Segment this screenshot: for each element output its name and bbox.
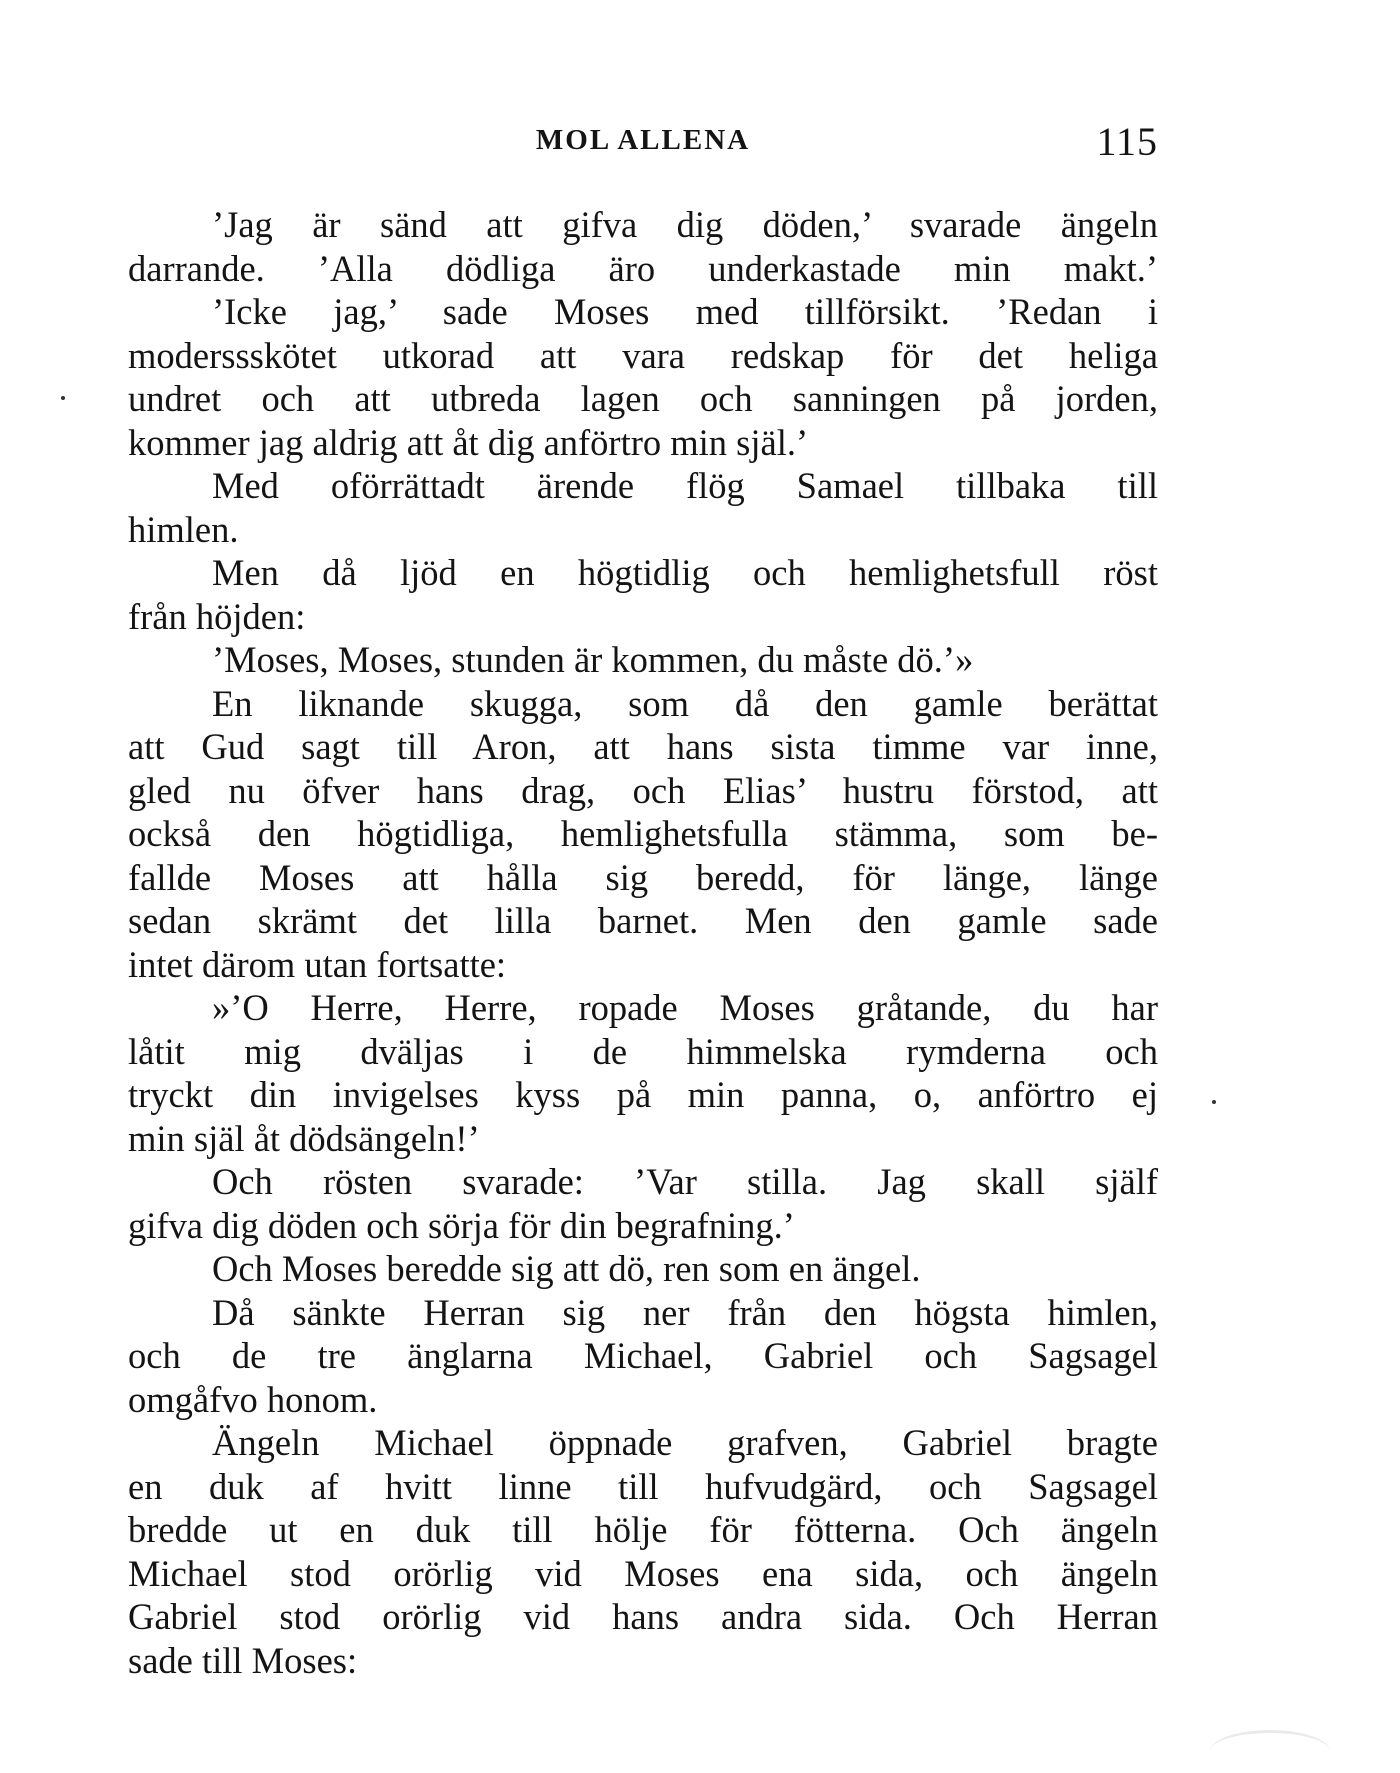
text-line: »’O Herre, Herre, ropade Moses gråtande, du har: [212, 987, 1158, 1028]
scan-speck: [61, 396, 65, 400]
faint-watermark-mark: [1210, 1730, 1330, 1773]
text-line: Då sänkte Herran sig ner från den högsta himlen,: [212, 1291, 1158, 1333]
running-title: MOL ALLENA: [535, 124, 751, 156]
text-line: Ängeln Michael öppnade grafven, Gabriel bragte: [212, 1422, 1158, 1463]
body-text: [128, 203, 1158, 1682]
text-line: att Gud sagt till Aron, att hans sista timme var inne,: [128, 726, 1158, 767]
text-line: en duk af hvitt linne till hufvudgärd, och Sagsagel: [128, 1465, 1158, 1507]
text-line: Med oförrättadt ärende flög Samael tillbaka till: [212, 465, 1158, 506]
text-line: också den högtidliga, hemlighetsfulla stämma, som be-: [128, 813, 1158, 854]
text-line: min själ åt dödsängeln!’: [128, 1117, 480, 1159]
text-line: En liknande skugga, som då den gamle berättat: [212, 682, 1158, 724]
text-line: intet därom utan fortsatte:: [128, 943, 507, 985]
text-line: gifva dig döden och sörja för din begrafning.’: [128, 1204, 795, 1246]
text-line: fallde Moses att hålla sig beredd, för länge, länge: [128, 856, 1158, 898]
text-line: Michael stod orörlig vid Moses ena sida, och ängeln: [128, 1552, 1158, 1594]
text-line: kommer jag aldrig att åt dig anförtro min själ.’: [128, 421, 809, 463]
text-line: ’Jag är sänd att gifva dig döden,’ svarade ängeln: [212, 204, 1158, 245]
text-line: Gabriel stod orörlig vid hans andra sida. Och Herran: [128, 1596, 1158, 1637]
text-line: himlen.: [128, 508, 239, 550]
scan-speck: [1212, 1100, 1216, 1104]
text-line: Och rösten svarade: ’Var stilla. Jag skall själf: [212, 1161, 1158, 1202]
text-line: sade till Moses:: [128, 1639, 358, 1681]
text-line: darrande. ’Alla dödliga äro underkastade min makt.’: [128, 247, 1158, 289]
text-line: moderssskötet utkorad att vara redskap för det heliga: [128, 334, 1158, 376]
text-line: sedan skrämt det lilla barnet. Men den gamle sade: [128, 900, 1158, 941]
text-line: gled nu öfver hans drag, och Elias’ hustru förstod, att: [128, 769, 1158, 811]
text-line: undret och att utbreda lagen och sanningen på jorden,: [128, 378, 1158, 419]
text-line: omgåfvo honom.: [128, 1378, 378, 1420]
book-page: [128, 0, 1158, 1755]
page-number: 115: [1096, 119, 1158, 164]
text-line: Men då ljöd en högtidlig och hemlighetsfull röst: [212, 552, 1158, 593]
text-line: ’Icke jag,’ sade Moses med tillförsikt. ’Redan i: [212, 291, 1158, 332]
text-line: ’Moses, Moses, stunden är kommen, du måste dö.’»: [212, 639, 974, 680]
text-line: Och Moses beredde sig att dö, ren som en ängel.: [212, 1248, 921, 1289]
text-line: från höjden:: [128, 595, 306, 637]
text-line: och de tre änglarna Michael, Gabriel och Sagsagel: [128, 1335, 1158, 1376]
text-line: bredde ut en duk till hölje för fötterna. Och ängeln: [128, 1509, 1158, 1550]
text-line: låtit mig dväljas i de himmelska rymderna och: [128, 1030, 1158, 1072]
running-head: [128, 119, 1158, 174]
text-line: tryckt din invigelses kyss på min panna, o, anförtro ej: [128, 1074, 1158, 1115]
